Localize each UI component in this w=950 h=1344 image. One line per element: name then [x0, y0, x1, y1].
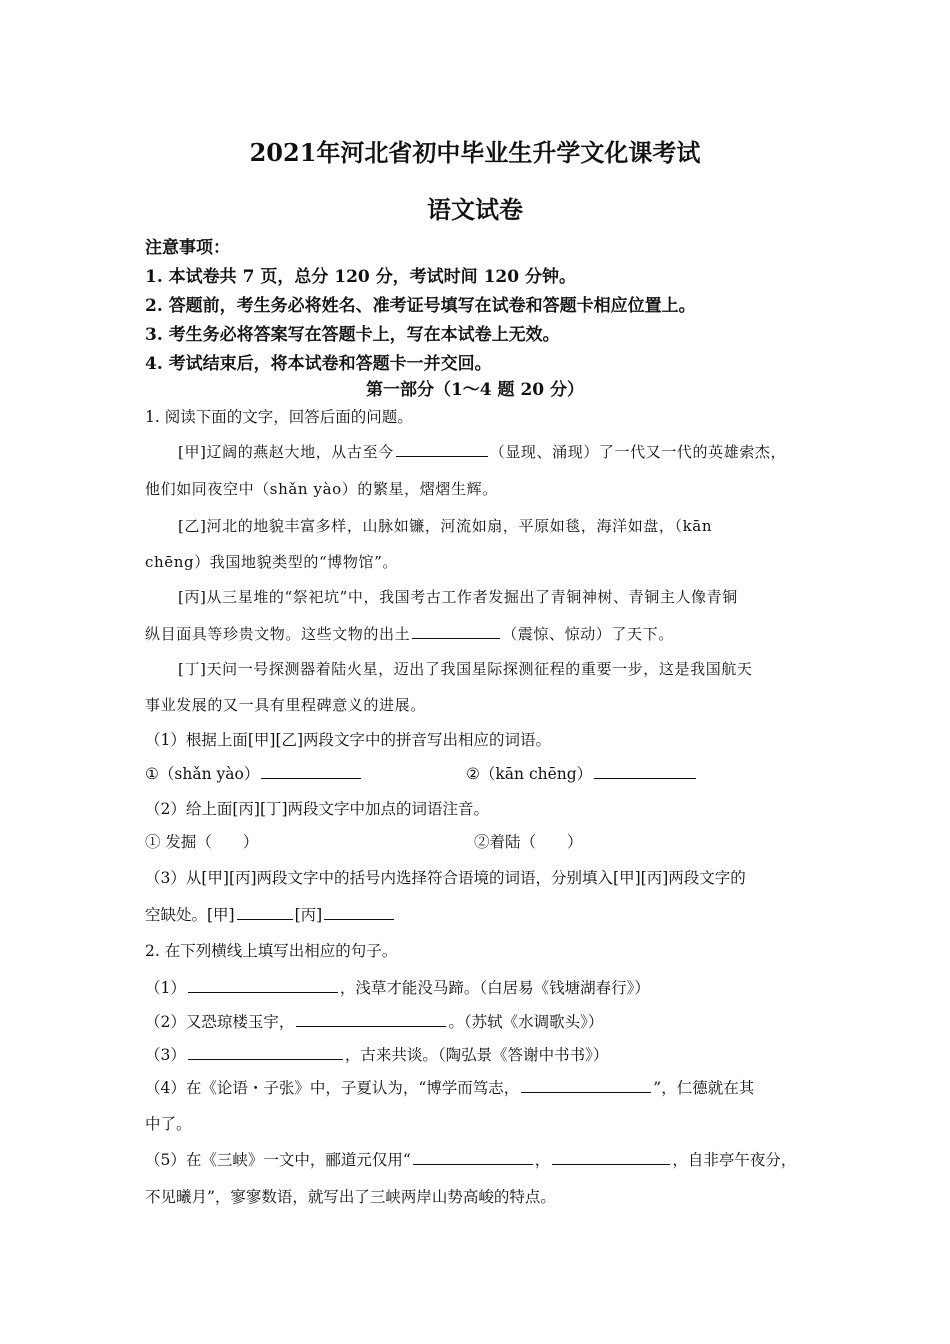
item-text: ，浅草才能没马蹄。（白居易《钱塘湖春行》）: [339, 979, 650, 997]
q1-sub2-a: ① 发掘（ ）: [145, 833, 259, 851]
q2-item2: [145, 1010, 603, 1032]
q2-item3: [145, 1043, 608, 1065]
passage-text: 纵目面具等珍贵文物。这些文物的出土: [145, 625, 411, 643]
q2-item1: [145, 976, 650, 998]
sub-label: 空缺处。[甲]: [145, 906, 235, 924]
item-text: ”，仁德就在其: [653, 1079, 755, 1097]
q2-item5-line2: 不见曦月”，寥寥数语，就写出了三峡两岸山势高峻的特点。: [145, 1188, 556, 1206]
q1-sub3-line2: [145, 903, 396, 925]
answer-blank[interactable]: [261, 764, 361, 779]
item-text: （1）: [145, 979, 186, 997]
answer-blank[interactable]: [594, 764, 696, 779]
item-text: （2）又恐琼楼玉宇，: [145, 1013, 295, 1031]
sub-label: ②（kān chēng）: [466, 765, 593, 783]
item-text: （4）在《论语・子张》中，子夏认为，“博学而笃志，: [145, 1079, 520, 1097]
notice-block: [145, 234, 825, 379]
passage-text: （显现、涌现）了一代又一代的英雄索杰，: [489, 443, 787, 461]
q2-item5-line1: [145, 1148, 796, 1170]
answer-blank[interactable]: [237, 905, 293, 920]
item-text: ，古来共谈。（陶弘景《答谢中书书》）: [344, 1046, 609, 1064]
answer-blank[interactable]: [552, 1150, 670, 1165]
item-text: ，自非亭午夜分，: [672, 1151, 797, 1169]
q2-item4-line2: 中了。: [145, 1115, 192, 1133]
q1-passage-bing-line1: [丙]从三星堆的“祭祀坑”中，我国考古工作者发掘出了青铜神树、青铜主人像青铜: [178, 588, 738, 606]
q1-passage-yi-line2: chēng）我国地貌类型的“博物馆”。: [145, 553, 398, 571]
answer-blank[interactable]: [521, 1078, 651, 1093]
notice-item: 3. 考生务必将答案写在答题卡上，写在本试卷上无效。: [145, 325, 560, 345]
q1-stem: 1. 阅读下面的文字，回答后面的问题。: [145, 408, 413, 426]
notice-item: 4. 考试结束后，将本试卷和答题卡一并交回。: [145, 354, 492, 374]
q1-passage-bing-line2: [145, 623, 674, 644]
q1-sub1-b: [466, 762, 698, 784]
answer-blank[interactable]: [412, 624, 500, 639]
q1-sub1-a: [145, 762, 363, 784]
q1-passage-ding-line1: [丁]天问一号探测器着陆火星，迈出了我国星际探测征程的重要一步，这是我国航天: [178, 660, 753, 678]
q1-passage-yi-line1: [乙]河北的地貌丰富多样，山脉如镰，河流如扇，平原如毯，海洋如盘，（kān: [178, 517, 713, 535]
passage-text: （震惊、惊动）了天下。: [502, 625, 674, 643]
q1-sub2: （2）给上面[丙][丁]两段文字中加点的词语注音。: [145, 800, 490, 818]
answer-blank[interactable]: [413, 1150, 533, 1165]
answer-blank[interactable]: [188, 1045, 343, 1060]
exam-title: 2021年河北省初中毕业生升学文化课考试: [249, 138, 701, 167]
q2-stem: 2. 在下列横线上填写出相应的句子。: [145, 942, 398, 960]
q1-passage-ding-line2: 事业发展的又一具有里程碑意义的进展。: [145, 696, 426, 714]
passage-text: [甲]辽阔的燕赵大地，从古至今: [178, 443, 394, 461]
sub-label: ①（shǎn yào）: [145, 765, 260, 783]
answer-blank[interactable]: [324, 905, 394, 920]
notice-item: 2. 答题前，考生务必将姓名、准考证号填写在试卷和答题卡相应位置上。: [145, 296, 696, 316]
q1-sub1: （1）根据上面[甲][乙]两段文字中的拼音写出相应的词语。: [145, 731, 552, 749]
item-text: （5）在《三峡》一文中，郦道元仅用“: [145, 1151, 411, 1169]
notice-heading: 注意事项：: [145, 238, 230, 258]
exam-subtitle: 语文试卷: [427, 195, 523, 224]
notice-item: 1. 本试卷共 7 页，总分 120 分，考试时间 120 分钟。: [145, 267, 576, 287]
item-text: （3）: [145, 1046, 186, 1064]
q1-sub2-b: ②着陆（ ）: [474, 833, 583, 851]
section-heading: 第一部分（1～4 题 20 分）: [365, 380, 585, 400]
answer-blank[interactable]: [296, 1012, 446, 1027]
item-text: ，: [534, 1151, 551, 1169]
sub-label: [丙]: [294, 906, 323, 924]
q1-passage-jia-line2: 他们如同夜空中（shǎn yào）的繁星，熠熠生辉。: [145, 480, 498, 498]
q1-passage-jia-line1: [178, 441, 786, 462]
q2-item4-line1: [145, 1076, 754, 1098]
answer-blank[interactable]: [188, 978, 338, 993]
q1-sub3-line1: （3）从[甲][丙]两段文字中的括号内选择符合语境的词语，分别填入[甲][丙]两段文字的: [145, 869, 746, 887]
answer-blank[interactable]: [396, 442, 488, 457]
item-text: 。（苏轼《水调歌头》）: [448, 1013, 604, 1031]
